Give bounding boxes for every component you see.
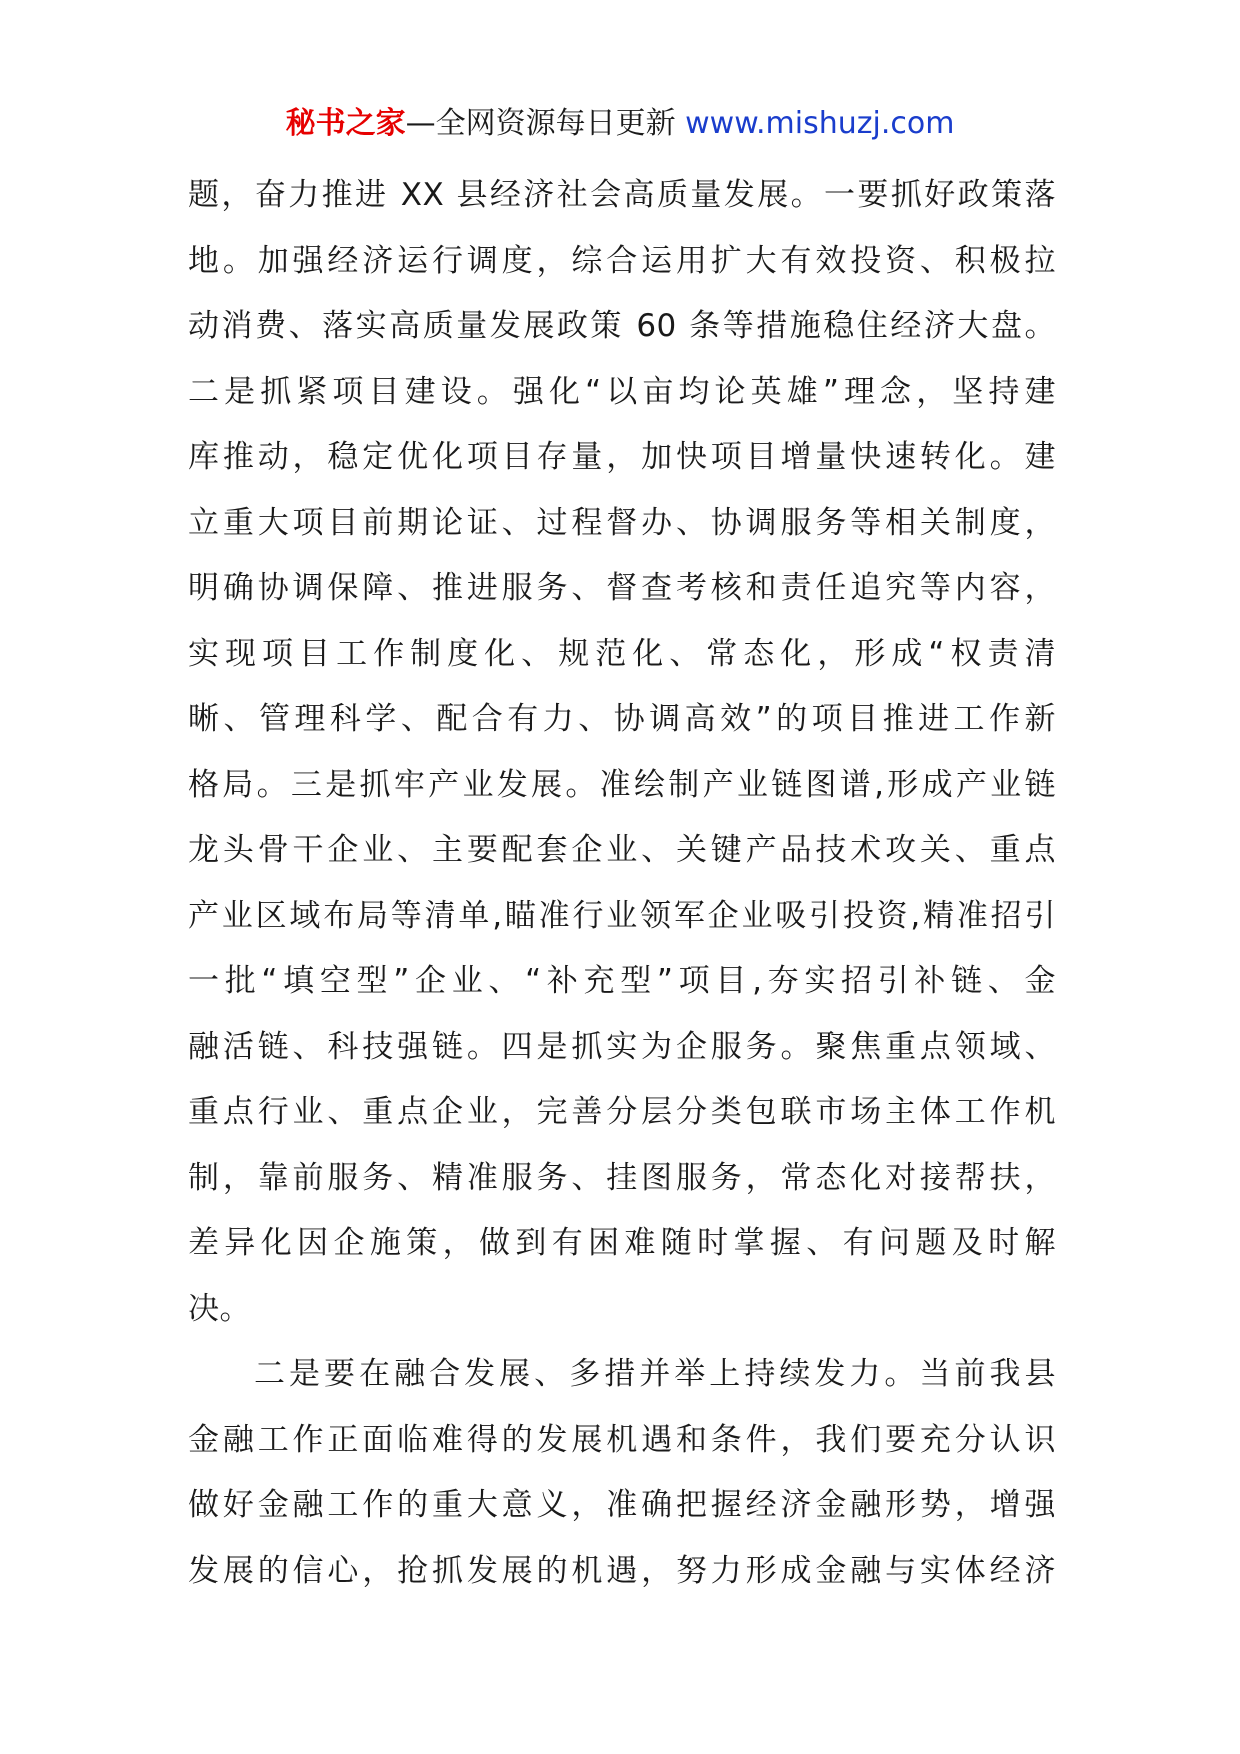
text-line: 金融工作正面临难得的发展机遇和条件，我们要充分认识 [188,1421,1056,1458]
text-line: 制，靠前服务、精准服务、挂图服务，常态化对接帮扶， [188,1159,1056,1196]
text-line: 重点行业、重点企业，完善分层分类包联市场主体工作机 [188,1094,1056,1130]
header-tagline: —全网资源每日更新 [405,106,676,141]
brand-name: 秘书之家 [285,106,406,141]
body-text [188,163,1056,1604]
paragraph-first-line: 二是要在融合发展、多措并举上持续发力。当前我县 [254,1356,1056,1392]
text-line: 二是抓紧项目建设。强化“以亩均论英雄”理念，坚持建 [188,373,1056,410]
text-line: 做好金融工作的重大意义，准确把握经济金融形势，增强 [188,1487,1056,1523]
page-header [0,102,1240,146]
site-url-link[interactable]: www.mishuzj.com [685,106,955,141]
paragraph-end-line: 决。 [188,1290,251,1327]
text-line: 龙头骨干企业、主要配套企业、关键产品技术攻关、重点 [188,832,1056,868]
text-line: 晰、管理科学、配合有力、协调高效”的项目推进工作新 [188,701,1056,737]
text-line: 发展的信心，抢抓发展的机遇，努力形成金融与实体经济 [188,1552,1056,1589]
text-line: 明确协调保障、推进服务、督查考核和责任追究等内容， [188,570,1056,606]
text-line: 库推动，稳定优化项目存量，加快项目增量快速转化。建 [188,439,1056,475]
text-line: 融活链、科技强链。四是抓实为企服务。聚焦重点领域、 [188,1028,1056,1065]
text-line: 差异化因企施策，做到有困难随时掌握、有问题及时解 [188,1225,1056,1261]
text-line: 动消费、落实高质量发展政策 60 条等措施稳住经济大盘。 [188,308,1056,344]
text-line: 地。加强经济运行调度，综合运用扩大有效投资、积极拉 [188,242,1056,279]
text-line: 题，奋力推进 XX 县经济社会高质量发展。一要抓好政策落 [188,177,1056,213]
text-line: 实现项目工作制度化、规范化、常态化，形成“权责清 [188,635,1056,672]
text-line: 立重大项目前期论证、过程督办、协调服务等相关制度， [188,504,1056,541]
text-line: 产业区域布局等清单,瞄准行业领军企业吸引投资,精准招引 [188,897,1056,934]
text-line: 格局。三是抓牢产业发展。准绘制产业链图谱,形成产业链 [188,766,1056,803]
text-line: 一批“填空型”企业、“补充型”项目,夯实招引补链、金 [188,963,1056,999]
